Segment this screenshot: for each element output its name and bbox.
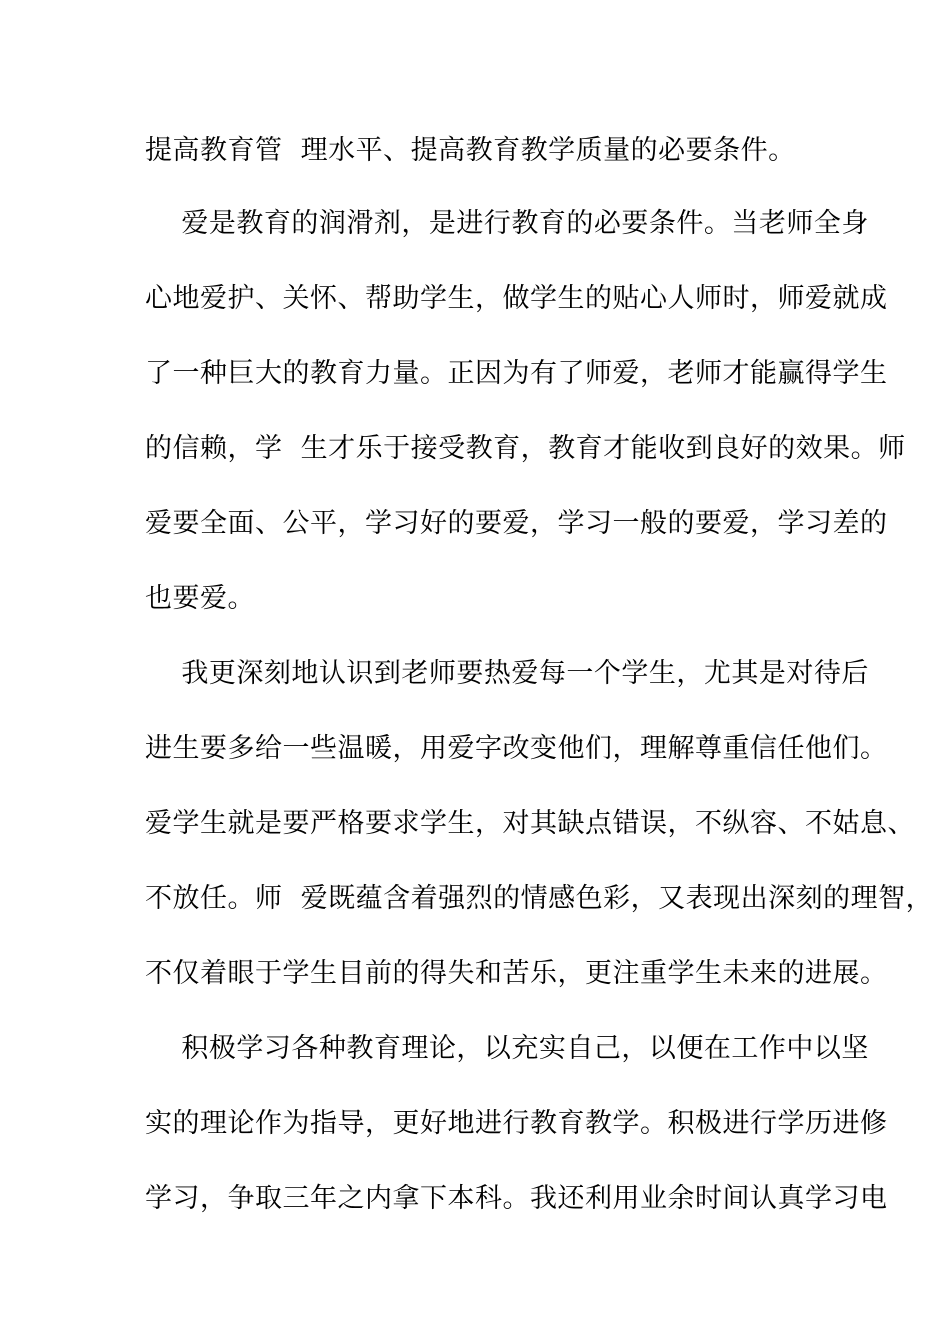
text-line: 爱学生就是要严格要求学生，对其缺点错误，不纵容、不姑息、: [145, 808, 915, 839]
text-line: 爱是教育的润滑剂，是进行教育的必要条件。当老师全身: [145, 208, 869, 239]
text-line: 不放任。师 爱既蕴含着强烈的情感色彩，又表现出深刻的理智，: [145, 883, 934, 914]
text-line: 了一种巨大的教育力量。正因为有了师爱，老师才能赢得学生: [145, 358, 888, 389]
text-line: 不仅着眼于学生目前的得失和苦乐，更注重学生未来的进展。: [145, 958, 888, 989]
text-line: 积极学习各种教育理论，以充实自己，以便在工作中以坚: [145, 1033, 869, 1064]
text-line: 进生要多给一些温暖，用爱字改变他们，理解尊重信任他们。: [145, 733, 888, 764]
text-line: 我更深刻地认识到老师要热爱每一个学生，尤其是对待后: [145, 658, 869, 689]
text-line: 学习，争取三年之内拿下本科。我还利用业余时间认真学习电: [145, 1183, 888, 1214]
text-line: 心地爱护、关怀、帮助学生，做学生的贴心人师时，师爱就成: [145, 283, 888, 314]
text-line: 也要爱。: [145, 583, 255, 614]
text-line: 爱要全面、公平，学习好的要爱，学习一般的要爱，学习差的: [145, 508, 888, 539]
text-line: 提高教育管 理水平、提高教育教学质量的必要条件。: [145, 135, 796, 166]
text-line: 实的理论作为指导，更好地进行教育教学。积极进行学历进修: [145, 1108, 888, 1139]
text-line: 的信赖，学 生才乐于接受教育，教育才能收到良好的效果。师: [145, 433, 906, 464]
